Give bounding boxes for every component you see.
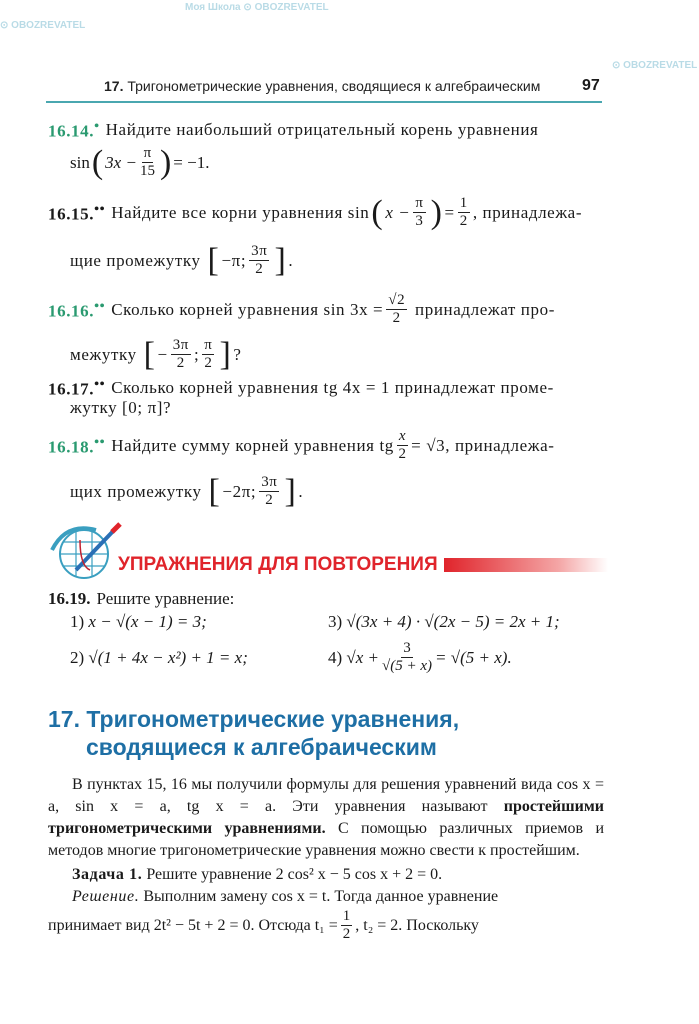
header-rule [46, 101, 602, 103]
problem-16-15-line2: щие промежутку [ −π; 3π 2 ] . [70, 241, 294, 279]
watermark: ⊙ OBOZREVATEL [0, 20, 86, 31]
banner-bar [444, 558, 608, 572]
problem-16-19: 16.19. Решите уравнение: [48, 589, 235, 608]
running-header: 17. Тригонометрические уравнения, сводящиеся к алгебраическим [104, 78, 541, 94]
section-title-line2: сводящиеся к алгебраическим [86, 734, 437, 760]
review-banner-row [118, 554, 608, 576]
section-title: 17. Тригонометрические уравнения, [48, 706, 460, 732]
task-1: Задача 1. Решите уравнение 2 cos² x − 5 cos x + 2 = 0. [72, 866, 443, 883]
solution-line2: принимает вид 2t² − 5t + 2 = 0. Отсюда t₁ = $\frac{1}{2}$ , t₂ = 2. Поскольку [48, 908, 479, 942]
review-item-1: 1) x − √(x − 1) = 3; [70, 612, 207, 631]
problem-16-16-line2: межутку [ − $\frac{3\pi}{2}$ ; π 2 ] ? [70, 335, 242, 373]
problem-16-15: 16.15.•• Найдите все корни уравнения sin ( x − $\frac{\pi}{3}$ ) = $\frac{1}{2}$ , принадлежа- [48, 193, 583, 231]
solution: Решение. Выполним замену cos x = t. Тогда данное уравнение [72, 888, 499, 905]
review-item-3: 3) √(3x + 4) · √(2x − 5) = 2x + 1; [328, 612, 560, 631]
watermark: Моя Школа ⊙ OBOZREVATEL [185, 2, 329, 13]
review-item-2: 2) √(1 + 4x − x²) + 1 = x; [70, 648, 248, 667]
section-body [48, 774, 604, 943]
problem-16-17-line2: жутку [0; π]? [70, 398, 172, 417]
problem-16-17: 16.17.•• Сколько корней уравнения tg 4x = 1 принадлежат проме- [48, 376, 554, 399]
page-number: 97 [582, 77, 600, 94]
watermark: ⊙ OBOZREVATEL [612, 60, 698, 71]
review-banner: УПРАЖНЕНИЯ ДЛЯ ПОВТОРЕНИЯ [118, 554, 438, 575]
problem-16-16: 16.16.•• Сколько корней уравнения sin 3x = $\frac{√2}{2}$ принадлежат про- [48, 292, 555, 326]
problem-16-14: 16.14.• Найдите наибольший отрицательный корень уравнения [48, 118, 539, 141]
equation: sin ( 3x − $\frac{\pi}{15}$ ) = −1. [70, 143, 210, 181]
problem-16-18: 16.18.•• Найдите сумму корней уравнения tg $\frac{x}{2}$ = √3, принадлежа- [48, 428, 555, 462]
review-globe-pen-icon [46, 520, 126, 580]
problem-16-18-line2: щих промежутку [ −2π; 3π 2 ] . [70, 472, 304, 510]
review-item-4: 4) √x + $\frac{3}{√(5 + x)}$ = √(5 + x). [328, 640, 512, 674]
section-paragraph: В пунктах 15, 16 мы получили формулы для решения уравнений вида cos x = a, sin x = a, tg x = a. Эти уравнения называют простейшими тригонометрическими уравнениями. С помощью различных приемов и методов многие тригонометрические уравнения можно свести к простейшим. [48, 776, 605, 859]
